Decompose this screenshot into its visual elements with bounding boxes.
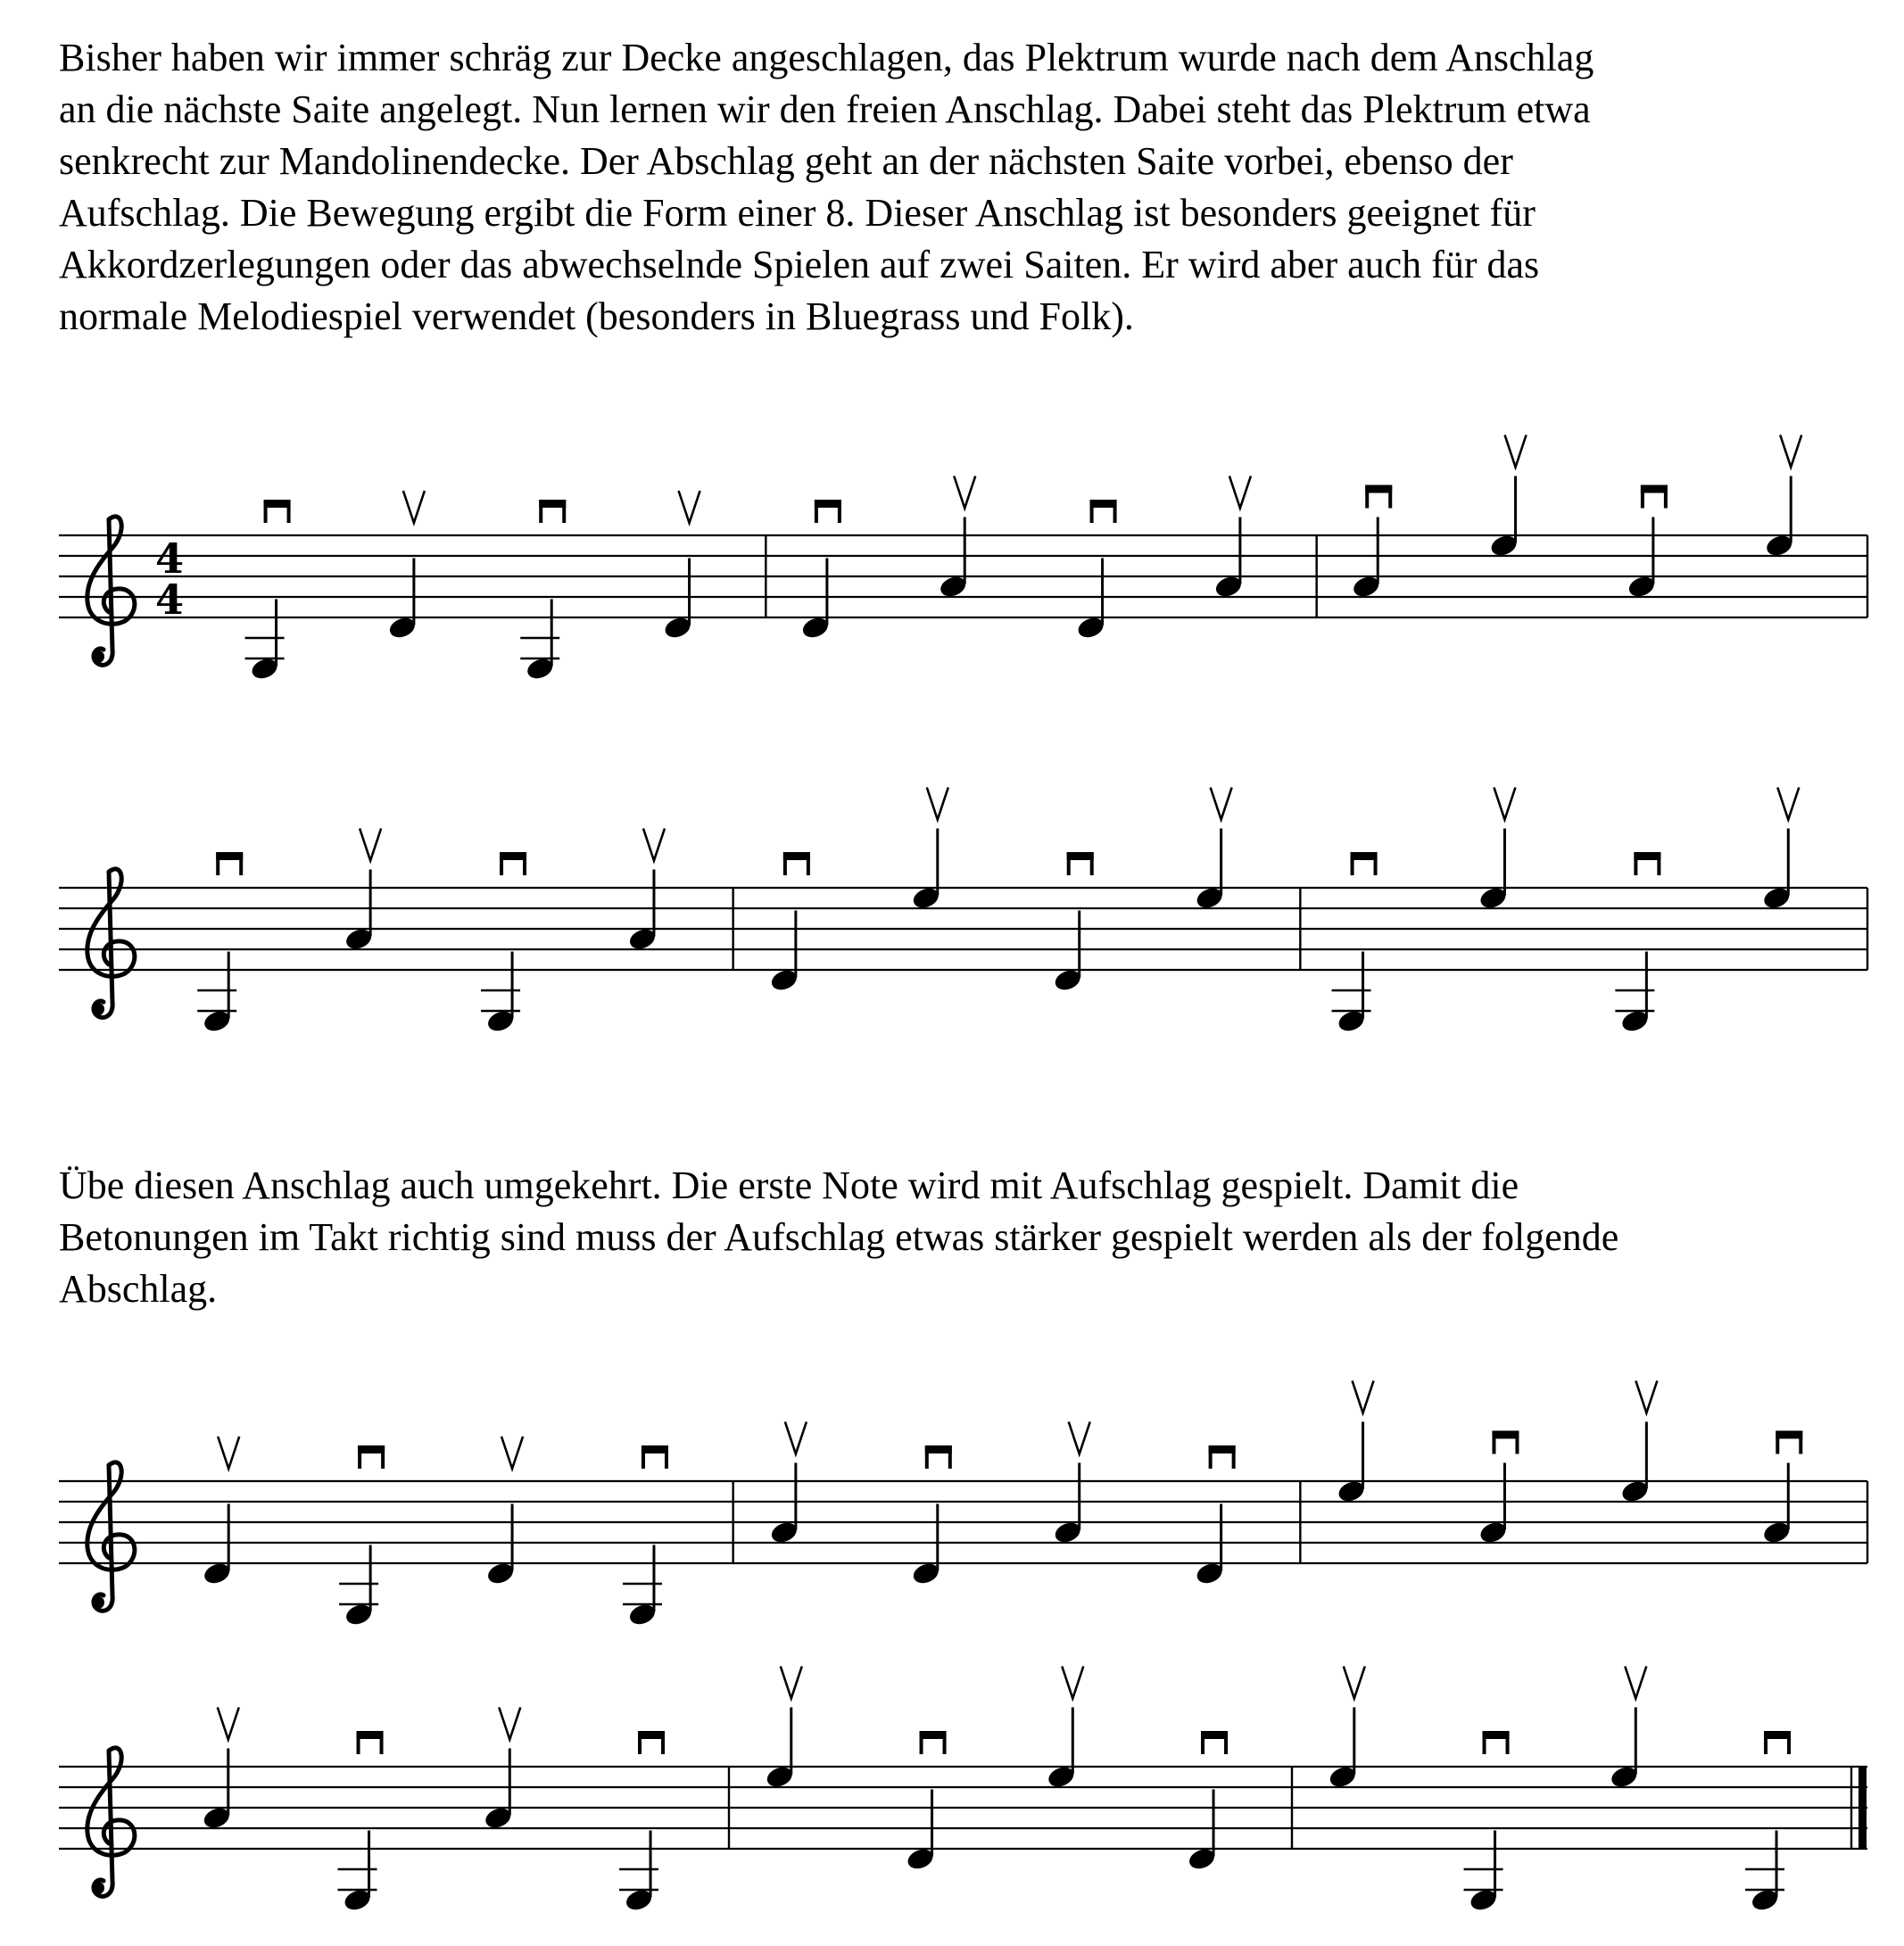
note (1336, 1381, 1373, 1505)
note (1464, 1731, 1510, 1913)
treble-clef-icon (87, 869, 135, 1017)
note (1488, 435, 1526, 559)
down-stroke-icon (357, 1731, 384, 1754)
treble-clef-icon (87, 517, 135, 665)
note (619, 1731, 665, 1913)
time-signature-denominator: 4 (155, 576, 185, 624)
down-stroke-icon (815, 500, 841, 523)
down-stroke-icon (264, 500, 291, 523)
up-stroke-icon (403, 491, 425, 523)
down-stroke-icon (1483, 1731, 1510, 1754)
up-stroke-icon (1505, 435, 1527, 468)
up-stroke-icon (1229, 476, 1251, 509)
final-barline (1858, 1767, 1867, 1849)
note (1761, 1431, 1802, 1546)
up-stroke-icon (360, 829, 381, 861)
note (338, 1731, 384, 1913)
note (627, 829, 665, 953)
down-stroke-icon (216, 852, 243, 875)
music-staff-system-4 (0, 1695, 1904, 1900)
down-stroke-icon (1365, 485, 1392, 509)
up-stroke-icon (785, 1422, 807, 1454)
note (1053, 852, 1094, 993)
note (1046, 1667, 1083, 1791)
down-stroke-icon (920, 1731, 947, 1754)
note (1075, 500, 1116, 641)
note (1351, 485, 1392, 600)
note (765, 1667, 802, 1791)
down-stroke-icon (1776, 1431, 1802, 1454)
note (1478, 788, 1515, 912)
up-stroke-icon (1062, 1667, 1083, 1699)
note (1053, 1422, 1090, 1546)
up-stroke-icon (927, 788, 948, 820)
down-stroke-icon (1090, 500, 1117, 523)
down-stroke-icon (358, 1445, 385, 1469)
up-stroke-icon (1777, 788, 1799, 820)
note (769, 1422, 807, 1546)
second-paragraph: Übe diesen Anschlag auch umgekehrt. Die erste Note wird mit Aufschlag gespielt. Damit die Betonungen im Takt richtig sind muss der Aufschlag etwas stärker gespielt werden als der folgende Abschlag. (59, 1163, 1619, 1311)
up-stroke-icon (781, 1667, 802, 1699)
up-stroke-icon (1353, 1381, 1374, 1413)
up-stroke-icon (499, 1708, 520, 1740)
down-stroke-icon (1634, 852, 1660, 875)
down-stroke-icon (500, 852, 526, 875)
note (1764, 435, 1801, 559)
down-stroke-icon (1351, 852, 1378, 875)
treble-clef-icon (87, 1462, 135, 1611)
note (1478, 1431, 1519, 1546)
note (800, 500, 841, 641)
note (197, 852, 243, 1034)
down-stroke-icon (642, 1445, 668, 1469)
time-signature-numerator: 4 (155, 534, 185, 583)
down-stroke-icon (1201, 1731, 1228, 1754)
down-stroke-icon (1764, 1731, 1791, 1754)
up-stroke-icon (1625, 1667, 1646, 1699)
note (344, 829, 381, 953)
treble-clef-icon (87, 1748, 135, 1896)
note (483, 1708, 520, 1832)
note (202, 1708, 239, 1832)
note (339, 1445, 385, 1627)
up-stroke-icon (679, 491, 700, 523)
note (769, 852, 810, 993)
note (1761, 788, 1799, 912)
down-stroke-icon (925, 1445, 952, 1469)
note (481, 852, 526, 1034)
down-stroke-icon (1209, 1445, 1236, 1469)
music-staff-system-2 (0, 816, 1904, 1022)
down-stroke-icon (1641, 485, 1668, 509)
up-stroke-icon (643, 829, 665, 861)
note (1187, 1731, 1228, 1872)
note (1194, 1445, 1235, 1586)
note (1213, 476, 1251, 600)
note (520, 500, 566, 682)
note (623, 1445, 668, 1627)
down-stroke-icon (539, 500, 566, 523)
note (245, 500, 291, 682)
note (1745, 1731, 1791, 1913)
note (1627, 485, 1668, 600)
up-stroke-icon (1069, 1422, 1090, 1454)
note (1328, 1667, 1365, 1791)
down-stroke-icon (1067, 852, 1094, 875)
note (1619, 1381, 1657, 1505)
up-stroke-icon (954, 476, 975, 509)
down-stroke-icon (1492, 1431, 1519, 1454)
music-staff-system-3 (0, 1410, 1904, 1615)
note (1194, 788, 1231, 912)
note (1332, 852, 1378, 1034)
note (911, 788, 948, 912)
up-stroke-icon (501, 1437, 523, 1469)
music-staff-system-1 (0, 464, 1904, 669)
note (1615, 852, 1660, 1034)
up-stroke-icon (218, 1708, 239, 1740)
intro-paragraph: Bisher haben wir immer schräg zur Decke angeschlagen, das Plektrum wurde nach dem Anschlag an die nächste Saite angelegt. Nun lernen wir den freien Anschlag. Dabei steht das Plektrum etwa senkrecht zur Mandolinendecke. Der Abschlag geht an der nächsten Saite vorbei, ebenso der Aufschlag. Die Bewegung ergibt die Form einer 8. Dieser Anschlag ist besonders geeignet für Akkordzerlegungen oder das abwechselnde Spielen auf zwei Saiten. Er wird aber auch für das normale Melodiespiel verwendet (besonders in Bluegrass und Folk). (59, 36, 1594, 338)
note (911, 1445, 952, 1586)
down-stroke-icon (783, 852, 810, 875)
note (938, 476, 975, 600)
down-stroke-icon (638, 1731, 665, 1754)
up-stroke-icon (1211, 788, 1232, 820)
up-stroke-icon (1780, 435, 1801, 468)
note (905, 1731, 946, 1872)
up-stroke-icon (1344, 1667, 1365, 1699)
note (1609, 1667, 1646, 1791)
up-stroke-icon (218, 1437, 239, 1469)
up-stroke-icon (1494, 788, 1515, 820)
up-stroke-icon (1635, 1381, 1657, 1413)
